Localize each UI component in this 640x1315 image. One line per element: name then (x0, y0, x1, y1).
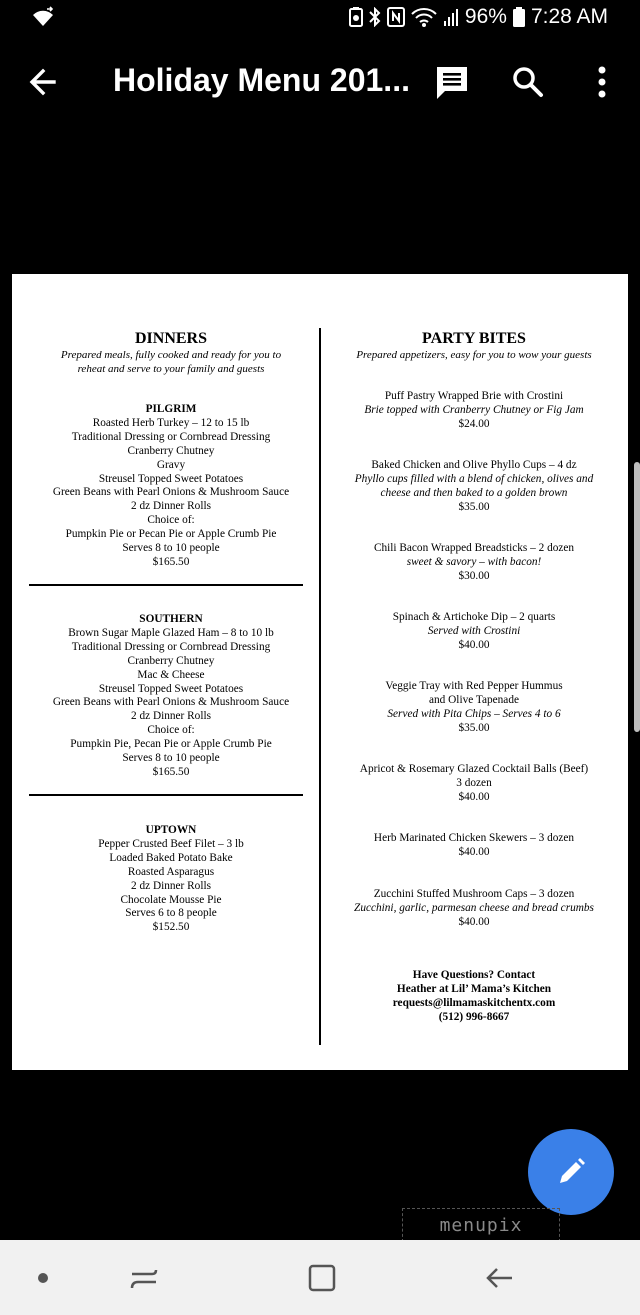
party-bite-desc: Served with Crostini (427, 624, 521, 637)
southern-item: Mac & Cheese (137, 668, 205, 681)
contact-phone: (512) 996-8667 (438, 1010, 510, 1023)
party-bites-header (336, 330, 612, 362)
contact-line: Heather at Lil’ Mama’s Kitchen (396, 982, 552, 995)
dinners-subtitle-line: reheat and serve to your family and guests (77, 363, 265, 375)
pilgrim-section (30, 403, 312, 570)
uptown-name: UPTOWN (145, 824, 197, 836)
pilgrim-price: $165.50 (152, 555, 190, 568)
party-bite-price: $35.00 (458, 721, 490, 734)
party-bite-item (336, 459, 612, 515)
uptown-item: Loaded Baked Potato Bake (109, 851, 233, 864)
wifi-call-icon (30, 6, 56, 30)
arrow-left-icon[interactable] (24, 62, 64, 102)
document-title: Holiday Menu 201... (113, 62, 410, 98)
party-bite-price: $40.00 (458, 638, 490, 651)
party-bite-name: and Olive Tapenade (429, 693, 519, 706)
wifi-icon (411, 7, 437, 27)
back-icon[interactable] (484, 1262, 516, 1294)
southern-item: Streusel Topped Sweet Potatoes (98, 682, 244, 695)
pilgrim-item: Gravy (156, 458, 186, 471)
southern-item: Cranberry Chutney (127, 654, 215, 667)
nav-dot-icon[interactable] (38, 1273, 48, 1283)
pilgrim-item: 2 dz Dinner Rolls (130, 500, 211, 513)
dinners-subtitle-line: Prepared meals, fully cooked and ready for you to (60, 349, 282, 361)
watermark: menupix (402, 1208, 560, 1242)
party-bite-price: $40.00 (458, 845, 490, 858)
pilgrim-item: Roasted Herb Turkey – 12 to 15 lb (92, 416, 250, 429)
section-divider (29, 584, 303, 586)
party-bite-name: Puff Pastry Wrapped Brie with Crostini (384, 390, 564, 402)
party-bite-desc: cheese and then baked to a golden brown (380, 486, 568, 499)
home-icon[interactable] (306, 1262, 338, 1294)
menu-document[interactable] (12, 274, 628, 1070)
dinners-heading: DINNERS (134, 330, 207, 347)
battery-percent: 96% (464, 5, 507, 28)
uptown-item: Serves 6 to 8 people (125, 907, 217, 920)
system-nav-bar (0, 1240, 640, 1315)
southern-item: Serves 8 to 10 people (122, 752, 220, 765)
southern-item: Traditional Dressing or Cornbread Dressing (71, 640, 271, 653)
more-vert-icon[interactable] (585, 62, 619, 102)
party-bite-desc: sweet & savory – with bacon! (406, 555, 542, 568)
battery-saver-icon (349, 7, 363, 27)
pilgrim-item: Streusel Topped Sweet Potatoes (98, 472, 244, 485)
pilgrim-name: PILGRIM (145, 403, 197, 415)
party-bite-price: $40.00 (458, 915, 490, 928)
party-bite-name: Chili Bacon Wrapped Breadsticks – 2 dozen (373, 542, 575, 554)
party-bite-name: Zucchini Stuffed Mushroom Caps – 3 dozen (373, 888, 575, 900)
party-bite-item (336, 832, 612, 860)
pilgrim-item: Green Beans with Pearl Onions & Mushroom Sauce (52, 486, 290, 499)
pilgrim-item: Pumpkin Pie or Pecan Pie or Apple Crumb Pie (65, 528, 277, 541)
uptown-item: Pepper Crusted Beef Filet – 3 lb (98, 837, 244, 850)
party-bite-name: Apricot & Rosemary Glazed Cocktail Balls (Beef) (359, 763, 589, 775)
party-bite-desc: Brie topped with Cranberry Chutney or Fig Jam (364, 403, 584, 416)
contact-block (336, 969, 612, 1025)
southern-price: $165.50 (152, 765, 190, 778)
party-bite-name: Baked Chicken and Olive Phyllo Cups – 4 dz (371, 459, 577, 471)
nfc-icon (387, 7, 405, 27)
party-bite-name: 3 dozen (456, 776, 492, 789)
southern-item: Brown Sugar Maple Glazed Ham – 8 to 10 lb (68, 626, 274, 639)
southern-item: Green Beans with Pearl Onions & Mushroom Sauce (52, 696, 290, 709)
dinners-header (30, 330, 312, 376)
party-bite-item (336, 763, 612, 805)
party-bite-desc: Served with Pita Chips – Serves 4 to 6 (387, 707, 561, 720)
section-divider (29, 794, 303, 796)
uptown-item: 2 dz Dinner Rolls (130, 879, 211, 892)
pilgrim-item: Traditional Dressing or Cornbread Dressing (71, 430, 271, 443)
search-icon[interactable] (508, 62, 548, 102)
southern-section (30, 613, 312, 780)
party-bite-desc: Phyllo cups filled with a blend of chicken, olives and (354, 472, 594, 485)
party-bite-desc: Zucchini, garlic, parmesan cheese and bread crumbs (354, 901, 594, 914)
party-bite-name: Spinach & Artichoke Dip – 2 quarts (392, 611, 556, 623)
party-bite-item (336, 680, 612, 736)
recent-apps-icon[interactable] (128, 1262, 160, 1294)
pilgrim-item: Serves 8 to 10 people (122, 542, 220, 555)
party-bite-item (336, 542, 612, 584)
southern-item: Choice of: (147, 724, 195, 737)
party-bite-item (336, 888, 612, 930)
bluetooth-icon (369, 7, 381, 27)
status-bar (0, 0, 640, 38)
scroll-indicator[interactable] (634, 462, 640, 732)
southern-item: 2 dz Dinner Rolls (130, 710, 211, 723)
app-bar (0, 44, 640, 120)
uptown-section (30, 824, 312, 935)
signal-icon (443, 7, 459, 27)
southern-name: SOUTHERN (139, 613, 203, 625)
contact-email: requests@lilmamaskitchentx.com (392, 996, 556, 1009)
party-bite-price: $40.00 (458, 790, 490, 803)
southern-item: Pumpkin Pie, Pecan Pie or Apple Crumb Pie (70, 738, 272, 751)
party-bite-price: $35.00 (458, 500, 490, 513)
party-bite-item (336, 611, 612, 653)
pilgrim-item: Cranberry Chutney (127, 444, 215, 457)
battery-icon (513, 7, 525, 27)
party-bite-name: Veggie Tray with Red Pepper Hummus (385, 680, 563, 692)
party-bite-price: $30.00 (458, 569, 490, 582)
pilgrim-item: Choice of: (147, 514, 195, 527)
uptown-price: $152.50 (152, 921, 190, 934)
party-bites-subtitle: Prepared appetizers, easy for you to wow your guests (356, 349, 592, 361)
pencil-icon (554, 1155, 588, 1189)
contact-line: Have Questions? Contact (412, 969, 536, 981)
party-bite-price: $24.00 (458, 417, 490, 430)
party-bite-item (336, 390, 612, 432)
party-bite-name: Herb Marinated Chicken Skewers – 3 dozen (373, 832, 575, 844)
uptown-item: Chocolate Mousse Pie (120, 893, 222, 906)
uptown-item: Roasted Asparagus (127, 865, 215, 878)
column-divider (319, 328, 321, 1045)
comment-icon[interactable] (432, 62, 472, 102)
clock: 7:28 AM (530, 5, 608, 28)
edit-button[interactable] (528, 1129, 614, 1215)
party-bites-heading: PARTY BITES (422, 330, 526, 347)
